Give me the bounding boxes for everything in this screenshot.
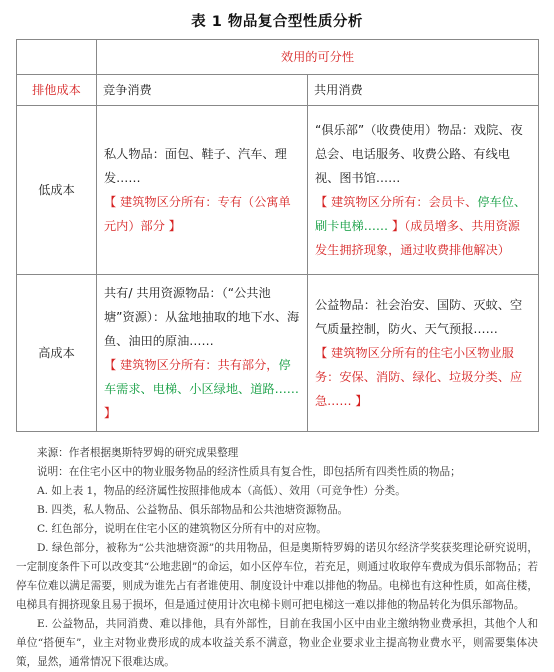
header-exclusion-cost: 排他成本 — [17, 75, 97, 106]
note-e: E. 公益物品，共同消费、难以排他，具有外部性，目前在我国小区中由业主缴纳物业费承担，其他个人和单位“搭便车”，业主对物业费形成的成本收益关系不满意，物业企业要求业主提高物业费水平，则需要集体决策，显然，通常情况下很难达成。 — [16, 618, 538, 668]
public-goods-text: 公益物品：社会治安、国防、灭蚊、空气质量控制，防火、天气预报…… — [315, 298, 523, 336]
common-pool-text: 共有/ 共用资源物品：（“公共池塘”资源）：从盆地抽取的地下水、海鱼、油田的原油…… — [104, 286, 300, 348]
cell-club-goods — [308, 106, 539, 275]
club-goods-note-parking: 停车位、刷卡电梯…… — [315, 195, 527, 233]
table-notes — [16, 444, 538, 672]
note-c: C. 红色部分，说明在住宅小区的建筑物区分所有中的对应物。 — [37, 523, 327, 535]
note-b: B. 四类，私人物品、公益物品、俱乐部物品和公共池塘资源物品。 — [37, 504, 349, 516]
club-goods-note-lead: 【 建筑物区分所有： — [315, 195, 429, 209]
cell-private-goods — [97, 106, 308, 275]
common-pool-note-green: 停车需求、电梯、小区绿地、道路…… — [104, 358, 299, 396]
private-goods-text: 私人物品：面包、鞋子、汽车、理发…… — [104, 147, 287, 185]
cell-common-pool-goods — [97, 275, 308, 432]
goods-analysis-table — [16, 39, 539, 432]
common-pool-note-lead: 【 建筑物区分所有：共有部分， — [104, 358, 279, 372]
note-explanation: 说明：在住宅小区中的物业服务物品的经济性质具有复合性，即包括所有四类性质的物品； — [37, 466, 461, 478]
note-a: A. 如上表 1，物品的经济属性按照排他成本（高低）、效用（可竞争性）分类。 — [37, 485, 406, 497]
note-d: D. 绿色部分，被称为“公共池塘资源”的共用物品，但是奥斯特罗姆的诺贝尔经济学奖获奖理论研究说明，一定制度条件下可以改变其“公地悲剧”的命运，如小区停车位，若充足，则通过收取停车费成为俱乐部物品；若停车位难以满足需要，则成为谁先占有者谁使用、制度设计中难以排他的物品。电梯也有这种性质，如高住楼，电梯具有拥挤现象且易于损坏，但是通过使用计次电梯卡则可把电梯这一难以排他的物品转化为俱乐部物品。 — [16, 542, 538, 611]
row-label-high-cost: 高成本 — [17, 275, 97, 432]
club-goods-note-tail: 】（成员增多、共用资源发生拥挤现象，通过收费排他解决） — [315, 219, 520, 257]
common-pool-note-tail: 】 — [104, 406, 117, 420]
club-goods-text: “俱乐部”（收费使用）物品：戏院、夜总会、电话服务、收费公路、有线电视、图书馆…… — [315, 123, 523, 185]
header-joint-consumption: 共用消费 — [308, 75, 539, 106]
private-goods-building-note: 【 建筑物区分所有：专有（公寓单元内）部分 】 — [104, 195, 291, 233]
header-utility-divisibility: 效用的可分性 — [97, 40, 539, 75]
public-goods-note: 【 建筑物区分所有的住宅小区物业服务：安保、消防、绿化、垃圾分类、应急…… 】 — [315, 346, 523, 408]
cell-public-goods — [308, 275, 539, 432]
empty-corner-cell — [17, 40, 97, 75]
table-title: 表 1 物品复合型性质分析 — [191, 14, 363, 30]
note-source: 来源：作者根据奥斯特罗姆的研究成果整理 — [37, 447, 239, 459]
header-rival-consumption: 竞争消费 — [97, 75, 308, 106]
row-label-low-cost: 低成本 — [17, 106, 97, 275]
club-goods-note-card: 会员卡、 — [428, 195, 478, 209]
